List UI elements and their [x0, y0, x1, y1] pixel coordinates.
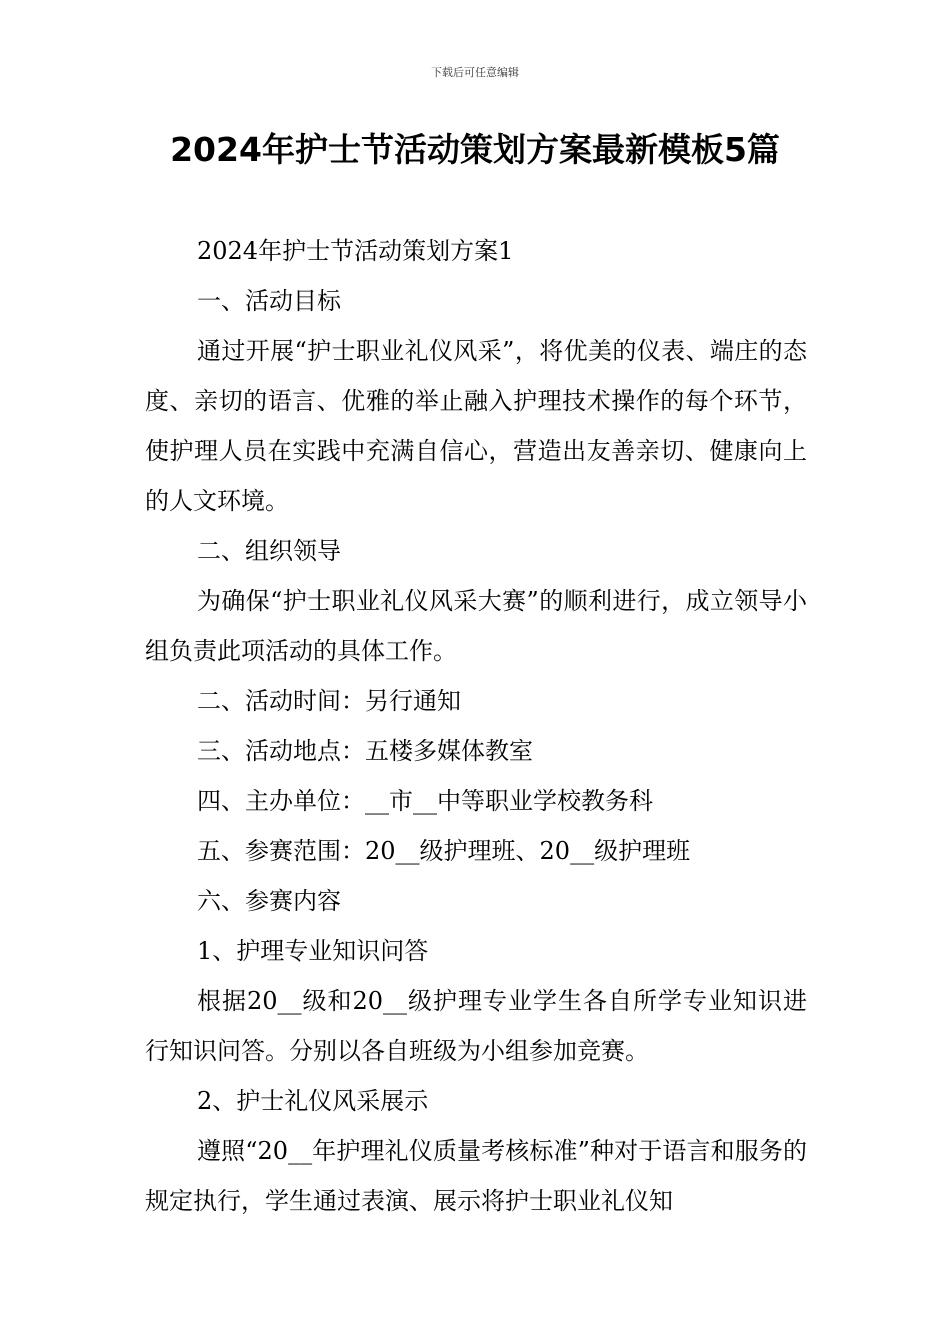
- section-heading: 六、参赛内容: [197, 887, 341, 915]
- body-paragraph: 根据20__级和20__级护理专业学生各自所学专业知识进行知识问答。分别以各自班级为小组参加竞赛。: [145, 987, 807, 1065]
- body-paragraph: 遵照“20__年护理礼仪质量考核标准”种对于语言和服务的规定执行，学生通过表演、展示将护士职业礼仪知: [145, 1137, 807, 1215]
- document-body: [145, 226, 807, 1226]
- section-heading: 一、活动目标: [197, 287, 341, 315]
- body-paragraph: 为确保“护士职业礼仪风采大赛”的顺利进行，成立领导小组负责此项活动的具体工作。: [145, 587, 807, 665]
- body-paragraph: 二、活动时间：另行通知: [197, 687, 461, 715]
- subsection-heading: 2、护士礼仪风采展示: [197, 1087, 429, 1115]
- document-title: 2024年护士节活动策划方案最新模板5篇: [170, 130, 780, 169]
- body-paragraph: 四、主办单位：__市__中等职业学校教务科: [197, 787, 653, 815]
- body-paragraph: 通过开展“护士职业礼仪风采”，将优美的仪表、端庄的态度、亲切的语言、优雅的举止融入护理技术操作的每个环节，使护理人员在实践中充满自信心，营造出友善亲切、健康向上的人文环境。: [145, 337, 807, 515]
- body-paragraph: 三、活动地点：五楼多媒体教室: [197, 737, 533, 765]
- header-note: 下载后可任意编辑: [431, 66, 519, 79]
- section-heading: 二、组织领导: [197, 537, 341, 565]
- subsection-heading: 1、护理专业知识问答: [197, 937, 429, 965]
- section-heading: 2024年护士节活动策划方案1: [197, 237, 514, 265]
- body-paragraph: 五、参赛范围：20__级护理班、20__级护理班: [197, 837, 691, 865]
